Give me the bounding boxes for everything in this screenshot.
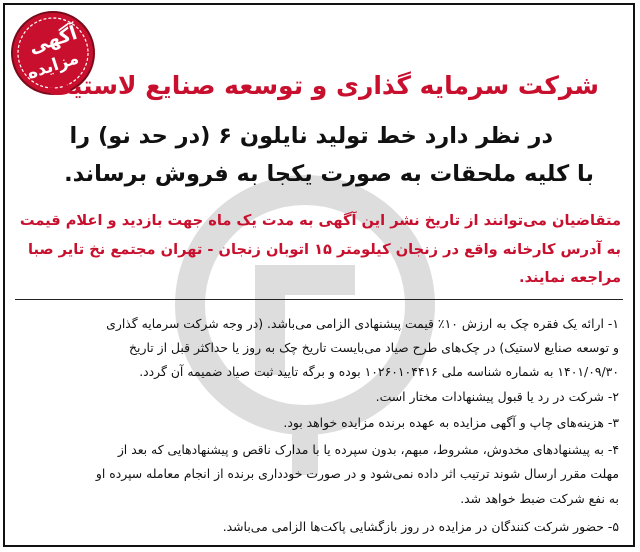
auction-badge-line2: مزایده (24, 48, 82, 84)
invitation-line-1: متقاضیان می‌توانند از تاریخ نشر این آگهی به مدت یک ماه جهت بازدید و اعلام قیمت (19, 212, 621, 229)
headline-line-1: در نظر دارد خط تولید نایلون ۶ (در حد نو) را (69, 123, 553, 149)
condition-4-line-2: مهلت مقرر ارسال شوند ترتیب اثر داده نمی‌شود و در صورت خودداری برنده از انجام معامله سپرده او (95, 466, 619, 481)
condition-1-line-1: ۱- ارائه یک فقره چک به ارزش ۱۰٪ قیمت پیشنهادی الزامی می‌باشد. (در وجه شرکت سرمایه گذاری (106, 316, 619, 331)
condition-2: ۲- شرکت در رد یا قبول پیشنهادات مختار است. (375, 389, 619, 404)
auction-badge-line1: آگهی (26, 21, 80, 59)
condition-5: ۵- حضور شرکت کنندگان در مزایده در روز بازگشایی پاکت‌ها الزامی می‌باشد. (222, 519, 619, 534)
condition-4-line-3: به نفع شرکت ضبط خواهد شد. (460, 491, 619, 506)
condition-1-line-3: ۱۴۰۱/۰۹/۳۰ به شماره شناسه ملی ۱۰۲۶۰۱۰۴۴۱۶ بوده و برگه تایید ثبت صیاد ضمیمه آن گردد. (139, 364, 619, 379)
invitation-line-3: مراجعه نمایند. (519, 269, 621, 286)
company-name: شرکت سرمایه گذاری و توسعه صنایع لاستیک (47, 71, 599, 100)
condition-4-line-1: ۴- به پیشنهادهای مخدوش، مشروط، مبهم، بدون سپرده یا با مدارک ناقص و پیشنهادهایی که بعد از (117, 442, 619, 457)
condition-3: ۳- هزینه‌های چاپ و آگهی مزایده به عهده برنده مزایده خواهد بود. (283, 415, 619, 430)
headline-line-2: با کلیه ملحقات به صورت یکجا به فروش برساند. (64, 161, 594, 187)
condition-1-line-2: و توسعه صنایع لاستیک) در چک‌های طرح صیاد می‌بایست تاریخ چک به روز یا حداکثر قبل از تاریخ (129, 340, 619, 355)
advertisement-frame (3, 3, 635, 547)
invitation-line-2: به آدرس کارخانه واقع در زنجان کیلومتر ۱۵ اتوبان زنجان - تهران مجتمع نخ تایر صبا (28, 241, 621, 258)
section-divider (15, 299, 623, 300)
